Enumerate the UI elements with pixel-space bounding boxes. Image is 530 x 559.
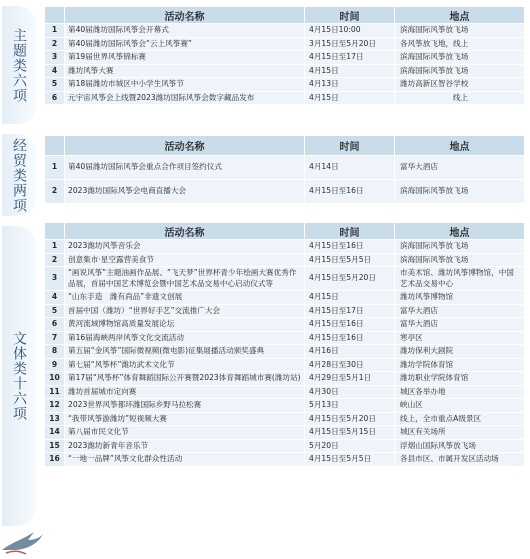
activity-time: 5月20日 xyxy=(305,439,395,453)
table-header-row xyxy=(45,136,525,156)
activity-time: 4月15日 xyxy=(305,291,395,305)
activity-name: 黄河流域博物馆高质量发展论坛 xyxy=(65,318,305,332)
activity-name: 潍坊首届城市定向赛 xyxy=(65,385,305,399)
table-row xyxy=(45,318,525,332)
row-number: 1 xyxy=(45,240,65,254)
activity-name: 第19届世界风筝锦标赛 xyxy=(65,51,305,65)
activity-time: 5月13日 xyxy=(305,399,395,413)
activity-place: 富华大酒店 xyxy=(395,318,525,332)
activity-place: 潍坊风筝博物馆 xyxy=(395,291,525,305)
activity-name: 2023潍坊国际风筝会电商直播大会 xyxy=(65,180,305,204)
row-number: 5 xyxy=(45,304,65,318)
activity-time: 4月15日至5月5日 xyxy=(305,453,395,467)
header-num xyxy=(45,7,65,24)
activity-place: 各县市区、市属开发区活动场 xyxy=(395,453,525,467)
table-row xyxy=(45,156,525,180)
activity-time: 4月15日至5月5日 xyxy=(305,253,395,267)
header-activity-name: 活动名称 xyxy=(65,223,305,240)
row-number: 3 xyxy=(45,267,65,291)
activity-name: 第18届潍坊市城区中小学生风筝节 xyxy=(65,78,305,92)
activity-place: 滨海国际风筝放飞场 xyxy=(395,24,525,38)
activity-name: 第40届潍坊国际风筝会重点合作项目签约仪式 xyxy=(65,156,305,180)
activity-name: 潍坊风筝大赛 xyxy=(65,64,305,78)
trade-activities-table xyxy=(44,135,525,204)
row-number: 7 xyxy=(45,331,65,345)
activity-place: 峡山区 xyxy=(395,399,525,413)
activity-name: “我带风筝游潍坊”短视频大赛 xyxy=(65,412,305,426)
table-row xyxy=(45,412,525,426)
activity-name: 第八届市民文化节 xyxy=(65,426,305,440)
activity-time: 4月15日至16日 xyxy=(305,318,395,332)
activity-name: 第17届“风筝杯”体育舞蹈国际公开赛暨2023体育舞蹈城市赛(潍坊站) xyxy=(65,372,305,386)
row-number: 2 xyxy=(45,180,65,204)
header-time: 时间 xyxy=(305,136,395,156)
table-row xyxy=(45,331,525,345)
row-number: 4 xyxy=(45,291,65,305)
row-number: 8 xyxy=(45,345,65,359)
activity-place: 各风筝放飞地，线上 xyxy=(395,37,525,51)
section-label-text: 文体类十六项 xyxy=(11,331,27,421)
section-label-trade xyxy=(2,134,36,216)
activity-time: 4月14日 xyxy=(305,156,395,180)
row-number: 15 xyxy=(45,439,65,453)
activity-time: 3月15日至5月20日 xyxy=(305,37,395,51)
table-row xyxy=(45,439,525,453)
activity-time: 4月15日 xyxy=(305,64,395,78)
table-row xyxy=(45,253,525,267)
culture-sports-activities-table xyxy=(44,222,525,467)
header-num xyxy=(45,223,65,240)
row-number: 4 xyxy=(45,64,65,78)
header-place: 地点 xyxy=(395,7,525,24)
row-number: 1 xyxy=(45,156,65,180)
header-num xyxy=(45,136,65,156)
activity-place: 滨海国际风筝放飞场 xyxy=(395,180,525,204)
table-row xyxy=(45,399,525,413)
row-number: 10 xyxy=(45,372,65,386)
activity-place: 城区有关场所 xyxy=(395,426,525,440)
table-header-row xyxy=(45,7,525,24)
section-label-theme xyxy=(2,6,36,124)
activity-time: 4月30日 xyxy=(305,385,395,399)
activity-name: “山东手造 潍有尚品”非遗文创展 xyxy=(65,291,305,305)
activity-place: 富华大酒店 xyxy=(395,304,525,318)
table-row xyxy=(45,64,525,78)
activity-time: 4月28日至30日 xyxy=(305,358,395,372)
activity-name: 2023世界风筝都环潍国际乡野马拉松赛 xyxy=(65,399,305,413)
activity-place: 浮烟山国际风筝放飞场 xyxy=(395,439,525,453)
activity-place: 富华大酒店 xyxy=(395,156,525,180)
activity-name: 第七届“风筝杯”潍坊武术文化节 xyxy=(65,358,305,372)
activity-name: “一地一品牌”风筝文化群众性活动 xyxy=(65,453,305,467)
table-row xyxy=(45,426,525,440)
table-row xyxy=(45,78,525,92)
activity-time: 4月15日至17日 xyxy=(305,51,395,65)
row-number: 11 xyxy=(45,385,65,399)
table-row xyxy=(45,51,525,65)
activity-time: 4月16日 xyxy=(305,345,395,359)
row-number: 12 xyxy=(45,399,65,413)
swallow-kite-icon xyxy=(0,520,44,559)
activity-time: 4月15日至5月20日 xyxy=(305,412,395,426)
table-row xyxy=(45,24,525,38)
activity-name: 2023潍坊风筝音乐会 xyxy=(65,240,305,254)
row-number: 14 xyxy=(45,426,65,440)
header-activity-name: 活动名称 xyxy=(65,7,305,24)
activity-place: 寒亭区 xyxy=(395,331,525,345)
table-row xyxy=(45,385,525,399)
activity-place: 城区各举办地 xyxy=(395,385,525,399)
table-row xyxy=(45,91,525,105)
table-row xyxy=(45,240,525,254)
activity-name: 第40届潍坊国际风筝会“云上风筝赛” xyxy=(65,37,305,51)
activity-place: 滨海国际风筝放飞场 xyxy=(395,51,525,65)
activity-name: 2023潍坊新青年音乐节 xyxy=(65,439,305,453)
header-place: 地点 xyxy=(395,136,525,156)
row-number: 9 xyxy=(45,358,65,372)
row-number: 2 xyxy=(45,253,65,267)
activity-time: 4月15日10:00 xyxy=(305,24,395,38)
activity-place: 滨海国际风筝放飞场 xyxy=(395,253,525,267)
table-row xyxy=(45,304,525,318)
table-row xyxy=(45,453,525,467)
section-label-text: 主题类六项 xyxy=(11,27,27,103)
activity-name: 元宇宙风筝会上线暨2023潍坊国际风筝会数字藏品发布 xyxy=(65,91,305,105)
activity-place: 潍坊保利大剧院 xyxy=(395,345,525,359)
activity-place: 潍坊高新区智谷学校 xyxy=(395,78,525,92)
activity-name: 首届中国（潍坊）“世界好手艺”交流推广大会 xyxy=(65,304,305,318)
header-activity-name: 活动名称 xyxy=(65,136,305,156)
activity-time: 4月13日 xyxy=(305,78,395,92)
activity-place: 潍坊学院体育馆 xyxy=(395,358,525,372)
section-label-culture xyxy=(2,226,36,526)
table-row xyxy=(45,291,525,305)
table-row xyxy=(45,267,525,291)
activity-time: 4月15日至16日 xyxy=(305,331,395,345)
table-row xyxy=(45,180,525,204)
activity-time: 4月15日至16日 xyxy=(305,240,395,254)
activity-time: 4月29日至5月1日 xyxy=(305,372,395,386)
activity-name: 第40届潍坊国际风筝会开幕式 xyxy=(65,24,305,38)
activity-time: 4月15日至16日 xyxy=(305,180,395,204)
row-number: 16 xyxy=(45,453,65,467)
table-row xyxy=(45,358,525,372)
activity-name: 创意集市·星空露营美食节 xyxy=(65,253,305,267)
activity-name: 第16届海峡两岸风筝文化交流活动 xyxy=(65,331,305,345)
section-label-text: 经贸类两项 xyxy=(11,137,27,213)
row-number: 6 xyxy=(45,318,65,332)
activity-name: 第五届“金风筝”国际微视频(微电影)征集展播活动颁奖盛典 xyxy=(65,345,305,359)
header-time: 时间 xyxy=(305,7,395,24)
activity-place: 滨海国际风筝放飞场 xyxy=(395,64,525,78)
row-number: 3 xyxy=(45,51,65,65)
row-number: 6 xyxy=(45,91,65,105)
activity-time: 4月15日至5月15日 xyxy=(305,426,395,440)
activity-place: 市美术馆、潍坊风筝博物馆，中国艺术品交易中心 xyxy=(395,267,525,291)
activity-place: 线上 xyxy=(395,91,525,105)
row-number: 1 xyxy=(45,24,65,38)
activity-time: 4月15日至5月20日 xyxy=(305,267,395,291)
activity-time: 4月15日 xyxy=(305,91,395,105)
row-number: 2 xyxy=(45,37,65,51)
activity-time: 4月15日至17日 xyxy=(305,304,395,318)
table-header-row xyxy=(45,223,525,240)
header-time: 时间 xyxy=(305,223,395,240)
header-place: 地点 xyxy=(395,223,525,240)
activity-place: 滨海国际风筝放飞场 xyxy=(395,240,525,254)
table-row xyxy=(45,345,525,359)
table-row xyxy=(45,372,525,386)
activity-place: 线上，全市重点A级景区 xyxy=(395,412,525,426)
activity-name: “画说风筝”主题油画作品展、“飞天梦”世界杯青少年绘画大赛优秀作品展，首届中国艺术博览会暨中国艺术品交易中心启动仪式等 xyxy=(65,267,305,291)
table-row xyxy=(45,37,525,51)
theme-activities-table xyxy=(44,6,525,105)
activity-place: 潍坊职业学院体育馆 xyxy=(395,372,525,386)
row-number: 13 xyxy=(45,412,65,426)
row-number: 5 xyxy=(45,78,65,92)
